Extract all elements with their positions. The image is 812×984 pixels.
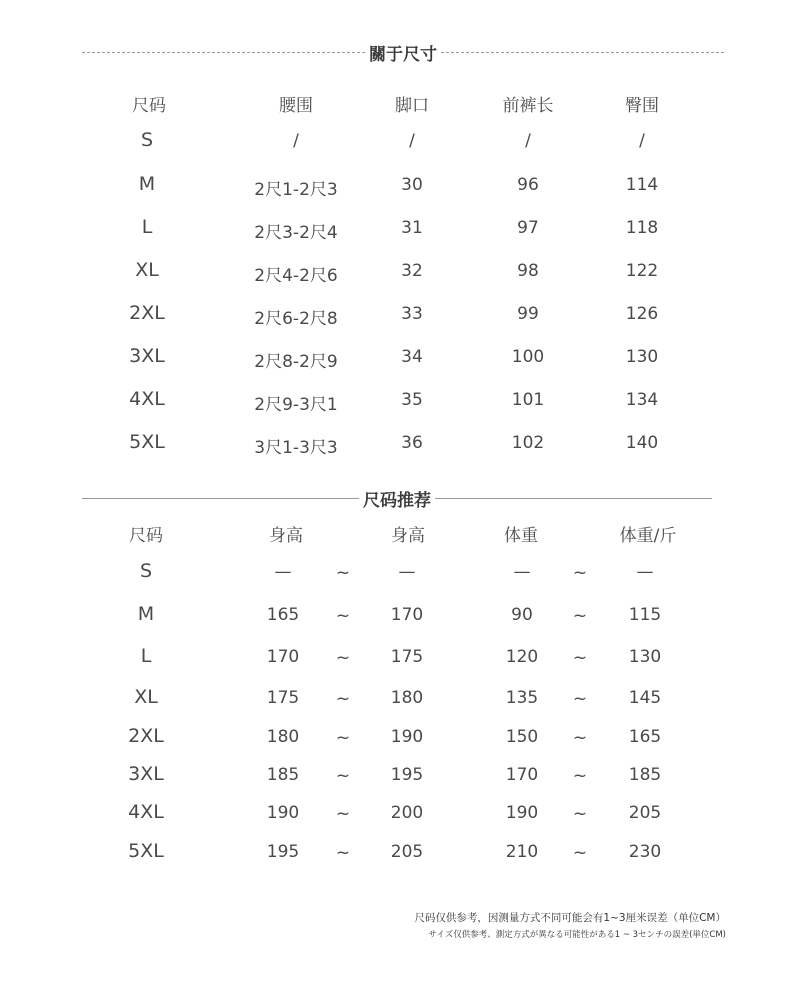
- weight-min: 210: [505, 842, 539, 862]
- size-label: XL: [135, 259, 159, 281]
- header-height-min: 身高: [269, 526, 303, 546]
- table-cell: /: [293, 131, 299, 151]
- range-tilde: ~: [335, 804, 351, 824]
- range-tilde: ~: [335, 728, 351, 748]
- table-cell: 99: [517, 304, 539, 324]
- table-cell: 101: [511, 390, 545, 410]
- size-label: S: [139, 560, 153, 582]
- table-cell: 2尺1-2尺3: [254, 180, 338, 200]
- height-max: —: [398, 562, 416, 582]
- height-min: 195: [266, 842, 300, 862]
- weight-min: 90: [511, 605, 533, 625]
- height-max: 175: [390, 647, 424, 667]
- table-cell: 2尺6-2尺8: [254, 309, 338, 329]
- range-tilde: ~: [572, 804, 588, 824]
- divider-left: [82, 52, 365, 53]
- range-tilde: ~: [572, 563, 588, 583]
- height-max: 200: [390, 803, 424, 823]
- size-label: S: [140, 129, 154, 151]
- header-hip: 臀围: [625, 96, 659, 116]
- size-label: 2XL: [129, 302, 165, 324]
- table-cell: /: [525, 131, 531, 151]
- weight-max: —: [636, 562, 654, 582]
- height-min: —: [274, 562, 292, 582]
- height-max: 195: [390, 765, 424, 785]
- table-cell: 36: [401, 433, 423, 453]
- height-min: 175: [266, 688, 300, 708]
- header-waist: 腰围: [279, 96, 313, 116]
- size-label: L: [141, 216, 153, 238]
- weight-max: 205: [628, 803, 662, 823]
- divider-left: [82, 498, 359, 499]
- recommend-section-title: 尺码推荐: [363, 490, 431, 511]
- table-cell: 102: [511, 433, 545, 453]
- size-label: 5XL: [128, 840, 164, 862]
- weight-max: 230: [628, 842, 662, 862]
- header-size: 尺码: [129, 526, 163, 546]
- table-cell: 2尺4-2尺6: [254, 266, 338, 286]
- size-label: XL: [134, 686, 158, 708]
- header-weight-jin: 体重/斤: [619, 526, 677, 546]
- height-max: 170: [390, 605, 424, 625]
- table-cell: 126: [625, 304, 659, 324]
- header-front-length: 前裤长: [502, 96, 554, 116]
- weight-min: 190: [505, 803, 539, 823]
- recommend-section-header: [82, 488, 712, 511]
- height-min: 170: [266, 647, 300, 667]
- divider-right: [435, 498, 712, 499]
- range-tilde: ~: [572, 606, 588, 626]
- range-tilde: ~: [335, 648, 351, 668]
- height-max: 205: [390, 842, 424, 862]
- range-tilde: ~: [572, 648, 588, 668]
- range-tilde: ~: [335, 606, 351, 626]
- weight-min: —: [513, 562, 531, 582]
- table-cell: 140: [625, 433, 659, 453]
- table-cell: 100: [511, 347, 545, 367]
- size-label: 5XL: [129, 431, 165, 453]
- header-height-max: 身高: [391, 526, 425, 546]
- table-cell: 35: [401, 390, 423, 410]
- size-label: M: [138, 173, 156, 195]
- table-cell: 114: [625, 175, 659, 195]
- table-cell: 134: [625, 390, 659, 410]
- size-label: 4XL: [128, 801, 164, 823]
- range-tilde: ~: [335, 563, 351, 583]
- table-cell: 32: [401, 261, 423, 281]
- weight-max: 130: [628, 647, 662, 667]
- size-label: L: [140, 645, 152, 667]
- range-tilde: ~: [335, 766, 351, 786]
- height-min: 180: [266, 727, 300, 747]
- height-max: 190: [390, 727, 424, 747]
- note-japanese: サイズ仅供参考、測定方式が異なる可能性がある1 ~ 3センチの誤差(単位CM): [428, 930, 726, 940]
- weight-min: 135: [505, 688, 539, 708]
- table-cell: 97: [517, 218, 539, 238]
- height-min: 190: [266, 803, 300, 823]
- size-label: 4XL: [129, 388, 165, 410]
- table-cell: 122: [625, 261, 659, 281]
- table-cell: 130: [625, 347, 659, 367]
- range-tilde: ~: [335, 689, 351, 709]
- table-cell: /: [639, 131, 645, 151]
- height-min: 185: [266, 765, 300, 785]
- table-cell: 118: [625, 218, 659, 238]
- weight-min: 120: [505, 647, 539, 667]
- header-size: 尺码: [132, 96, 166, 116]
- height-min: 165: [266, 605, 300, 625]
- weight-max: 185: [628, 765, 662, 785]
- table-cell: 2尺3-2尺4: [254, 223, 338, 243]
- table-cell: 98: [517, 261, 539, 281]
- table-cell: 30: [401, 175, 423, 195]
- table-cell: 3尺1-3尺3: [254, 438, 338, 458]
- header-hem: 脚口: [395, 96, 429, 116]
- note-chinese: 尺码仅供参考，因测量方式不同可能会有1~3厘米误差（单位CM）: [414, 912, 726, 924]
- table-cell: 33: [401, 304, 423, 324]
- weight-max: 145: [628, 688, 662, 708]
- size-section-header: [82, 42, 724, 65]
- weight-min: 170: [505, 765, 539, 785]
- size-section-title: 關于尺寸: [369, 44, 437, 65]
- table-cell: 2尺9-3尺1: [254, 395, 338, 415]
- range-tilde: ~: [572, 843, 588, 863]
- weight-min: 150: [505, 727, 539, 747]
- header-weight: 体重: [504, 526, 538, 546]
- weight-max: 165: [628, 727, 662, 747]
- table-cell: 2尺8-2尺9: [254, 352, 338, 372]
- range-tilde: ~: [572, 728, 588, 748]
- height-max: 180: [390, 688, 424, 708]
- range-tilde: ~: [572, 766, 588, 786]
- size-label: 3XL: [128, 763, 164, 785]
- range-tilde: ~: [335, 843, 351, 863]
- table-cell: 31: [401, 218, 423, 238]
- table-cell: 96: [517, 175, 539, 195]
- divider-right: [441, 52, 724, 53]
- weight-max: 115: [628, 605, 662, 625]
- size-label: 2XL: [128, 725, 164, 747]
- table-cell: /: [409, 131, 415, 151]
- table-cell: 34: [401, 347, 423, 367]
- range-tilde: ~: [572, 689, 588, 709]
- size-label: 3XL: [129, 345, 165, 367]
- size-label: M: [137, 603, 155, 625]
